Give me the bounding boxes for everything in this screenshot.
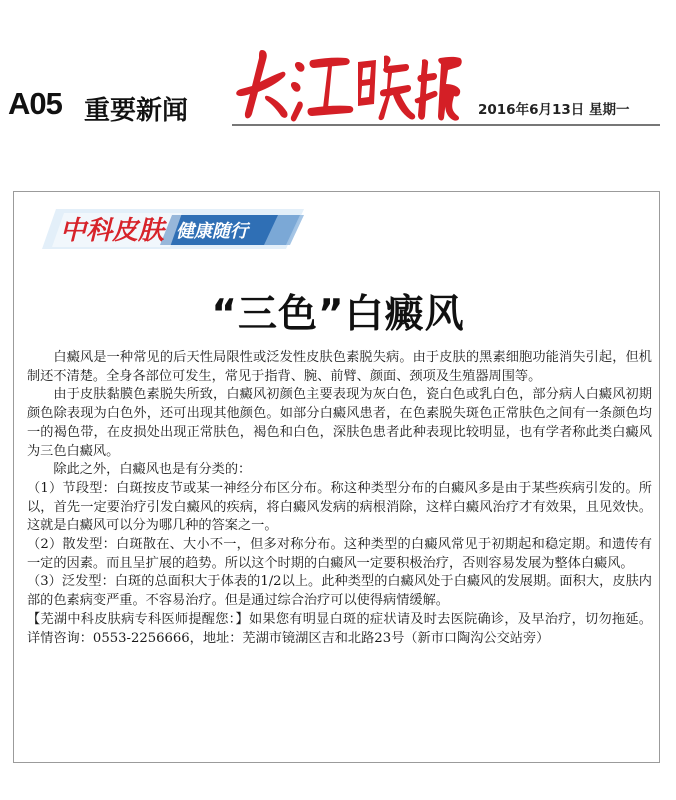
article-paragraph: 除此之外，白癜风也是有分类的： (53, 462, 252, 478)
article-paragraph: （2）散发型：白斑散在、大小不一，但多对称分布。这种类型的白癜风常见于初期起和稳定期。和遗传有一定的因素。而且呈扩展的趋势。所以这个时期的白癜风一定要积极治疗，否则容易发展为整体白癜风。 (27, 537, 652, 571)
article-paragraph: （3）泛发型：白斑的总面积大于体表的1/2以上。此种类型的白癜风处于白癜风的发展期。面积大，皮肤内部的色素病变严重。不容易治疗。但是通过综合治疗可以使得病情缓解。 (27, 574, 652, 609)
article-paragraph: 白癜风是一种常见的后天性局限性或泛发性皮肤色素脱失病。由于皮肤的黑素细胞功能消失引起，但机制还不清楚。全身各部位可发生，常见于指背、腕、前臂、颜面、颈项及生殖器周围等。 (27, 350, 652, 384)
section-title: 重要新闻 (84, 96, 189, 126)
banner-brand: 中科皮肤 (60, 216, 165, 246)
banner-slogan: 健康随行 (176, 221, 248, 242)
article-paragraph: （1）节段型：白斑按皮节或某一神经分布区分布。称这种类型分布的白癜风多是由于某些疾病引发的。所以，首先一定要治疗引发白癜风的疾病，将白癜风发病的病根消除，这样白癜风治疗才有效果，且见效快。这就是白癜风可以分为哪几种的答案之一。 (27, 480, 652, 534)
newspaper-masthead-logo (232, 44, 464, 126)
article-paragraph: 由于皮肤黏膜色素脱失所致，白癜风初颜色主要表现为灰白色，瓷白色或乳白色，部分病人白癜风初期颜色除表现为白色外，还可出现其他颜色。如部分白癜风患者，在色素脱失斑色正常肤色之间有一条颜色均一的褐色带，在皮损处出现正常肤色，褐色和白色，深肤色患者此种表现比较明显，也有学者称此类白癜风为三色白癜风。 (27, 387, 652, 459)
article-paragraph: 【芜湖中科皮肤病专科医师提醒您：】如果您有明显白斑的症状请及时去医院确诊，及早治疗，切勿拖延。详情咨询：0553-2256666，地址：芜湖市镜湖区吉和北路23号（新市口陶沟公交站旁） (27, 611, 652, 646)
article-body (27, 349, 652, 648)
page-number: A05 (8, 86, 62, 121)
column-banner (42, 205, 304, 253)
article-headline: “三色”白癜风 (211, 292, 465, 337)
header-rule (232, 124, 660, 126)
publication-date: 2016年6月13日 星期一 (478, 102, 630, 118)
